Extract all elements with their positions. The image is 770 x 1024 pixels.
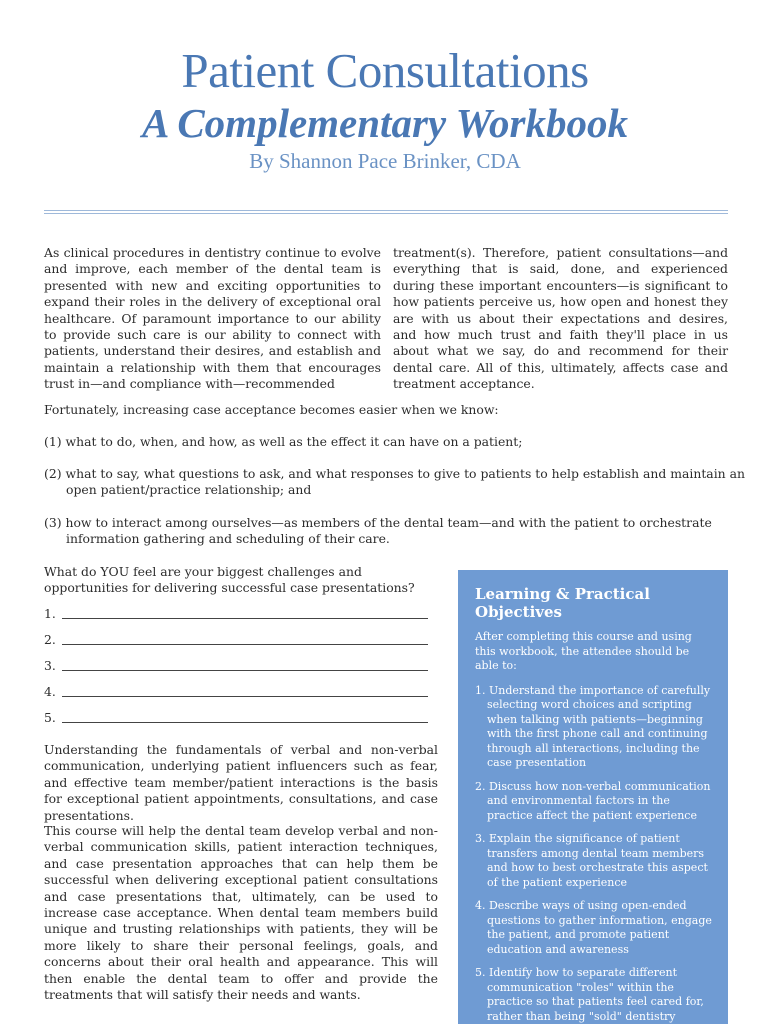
sidebar-intro: After completing this course and using this workbook, the attendee should be able to: <box>475 630 692 672</box>
sidebar-title: Learning & Practical Objectives <box>475 585 650 621</box>
body-paragraph-2: This course will help the dental team develop verbal and non-verbal communication skills, patient interaction techniques, and case presentation approaches that can help them be successful when delivering exceptional patient consultations and case presentations that, ultimately, can be used to increase case acceptance. When dental team members build unique and trusting relationships with patients, they will be more likely to share their personal feelings, goals, and concerns about their oral health and appearance. This will then enable the dental team to offer and provide the treatments that will satisfy their needs and wants. <box>44 823 438 1003</box>
answer-number: 3. <box>44 658 60 673</box>
objective-item: 2. Discuss how non-verbal communication and environmental factors in the practice affect the patient experience <box>475 779 711 822</box>
intro-right-column: treatment(s). Therefore, patient consultations—and everything that is said, done, and experienced during these important encounters—is significant to how patients perceive us, how open and honest they are with us about their expectations and desires, and how much trust and faith they'll place in us about what we say, do and recommend for their dental care. All of this, ultimately, affects case and treatment acceptance. <box>393 245 728 392</box>
answer-rule <box>62 710 428 723</box>
author-byline: By Shannon Pace Brinker, CDA <box>249 149 521 173</box>
answer-line-2[interactable] <box>44 632 428 648</box>
answer-rule <box>62 658 428 671</box>
page-subtitle: A Complementary Workbook <box>142 100 628 146</box>
objective-item: 4. Describe ways of using open-ended questions to gather information, engage the patient, and promote patient education and awareness <box>475 899 712 956</box>
answer-rule <box>62 632 428 645</box>
header-divider <box>44 210 728 214</box>
objective-item: 1. Understand the importance of carefully selecting word choices and scripting when talking with patients—beginning with the first phone call and continuing through all interactions, including the case presentation <box>475 683 711 769</box>
objective-item: 5. Identify how to separate different communication "roles" within the practice so that patients feel cared for, rather than being "sold" dentistry <box>475 966 704 1023</box>
objective-item: 3. Explain the significance of patient transfers among dental team members and how to best orchestrate this aspect of the patient experience <box>475 832 708 889</box>
answer-number: 5. <box>44 710 60 725</box>
knowledge-item-2: (2) what to say, what questions to ask, and what responses to give to patients to help establish and maintain an open patient/practice relationship; and <box>44 466 745 498</box>
answer-line-4[interactable] <box>44 684 428 700</box>
answer-number: 1. <box>44 606 60 621</box>
knowledge-lead: Fortunately, increasing case acceptance becomes easier when we know: <box>44 402 499 417</box>
answer-line-5[interactable] <box>44 710 428 726</box>
answer-rule <box>62 684 428 697</box>
answer-line-1[interactable] <box>44 606 428 622</box>
knowledge-item-1: (1) what to do, when, and how, as well as the effect it can have on a patient; <box>44 434 523 449</box>
answer-number: 4. <box>44 684 60 699</box>
body-paragraph-1: Understanding the fundamentals of verbal and non-verbal communication, underlying patient influencers such as fear, and effective team member/patient interactions is the basis for exceptional patient appointments, consultations, and case presentations. <box>44 742 438 823</box>
questions-prompt: What do YOU feel are your biggest challenges and opportunities for delivering successful case presentations? <box>44 564 415 596</box>
answer-number: 2. <box>44 632 60 647</box>
intro-left-column: As clinical procedures in dentistry continue to evolve and improve, each member of the dental team is presented with new and exciting opportunities to expand their roles in the delivery of exceptional oral healthcare. Of paramount importance to our ability to provide such care is our ability to connect with patients, understand their desires, and establish and maintain a relationship with them that encourages trust in—and compliance with—recommended <box>44 245 381 392</box>
knowledge-item-3: (3) how to interact among ourselves—as members of the dental team—and with the patient to orchestrate information gathering and scheduling of their care. <box>44 515 712 547</box>
objectives-sidebar <box>458 570 728 1024</box>
answer-line-3[interactable] <box>44 658 428 674</box>
answer-rule <box>62 606 428 619</box>
page-title: Patient Consultations <box>181 43 589 98</box>
